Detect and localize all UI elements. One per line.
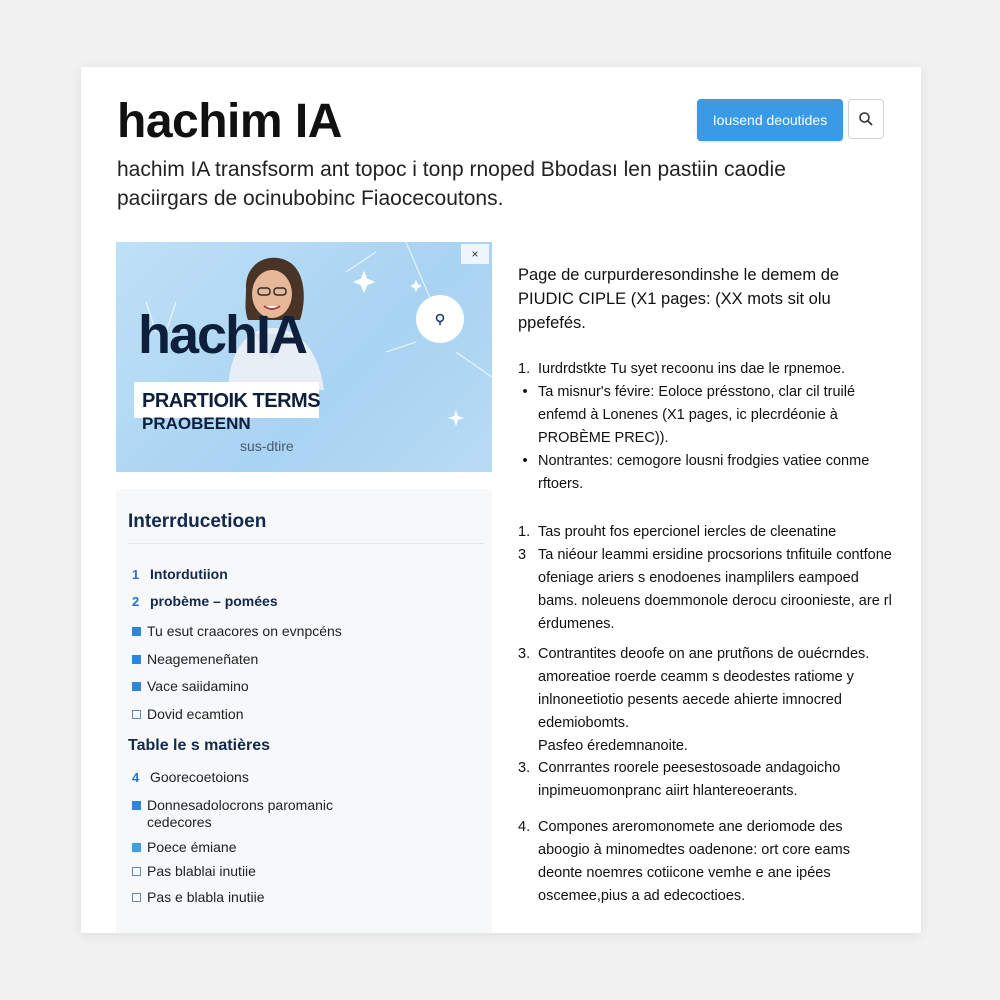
toc-item-label: probème – pomées	[150, 593, 278, 609]
toc-item-label: Pas blablai inutiie	[147, 863, 256, 879]
section-line: Conrrantes roorele peesestosoade andagoicho inpimeuomonpranc aiirt hlantereoerants.	[538, 760, 841, 799]
checked-box-icon	[132, 627, 141, 636]
toc-item[interactable]	[132, 566, 472, 583]
toc-item[interactable]	[132, 889, 472, 906]
toc-item-label: Neagemeneñaten	[147, 651, 259, 667]
toc-item-label: Dovid ecamtion	[147, 706, 244, 722]
toc-subheading: Table le s matières	[128, 737, 270, 754]
hero-brand-text: hachIA	[138, 305, 307, 365]
unchecked-box-icon	[132, 867, 141, 876]
hero-banner	[116, 242, 492, 472]
section-line: Tas prouht fos epercionel iercles de cleenatine	[538, 524, 837, 540]
section-bullet: Ta misnur's févire: Eoloce présstono, clar cil truilé enfemd à Lonenes (X1 pages, ic plecrdéonie à PROBÈME PREC)).	[538, 384, 856, 446]
page-title: hachim IA	[117, 95, 342, 148]
section-number: 1.	[518, 524, 531, 540]
section-number: 4.	[518, 819, 531, 835]
toc-item-label: Intordutiion	[150, 566, 228, 582]
toc-item-label: Pas e blabla inutiie	[147, 889, 265, 905]
unchecked-box-icon	[132, 710, 141, 719]
section-line: Ta niéour leammi ersidine procsorions tnfituile contfone ofeniage ariers s enodoenes inamplilers eampoed bams. noleuens doemmonole derocu ciroonieste, are rl érdumenes.	[538, 547, 892, 632]
toc-item[interactable]	[132, 839, 472, 856]
toc-divider	[128, 543, 484, 544]
toc-item-label: Goorecoetoions	[150, 769, 249, 785]
toc-item[interactable]	[132, 678, 472, 695]
toc-item-label: Vace saiidamino	[147, 678, 249, 694]
primary-action-button[interactable]: Iousend deoutides	[697, 99, 843, 141]
toc-marker: 2	[132, 594, 140, 609]
section-number: 3.	[518, 760, 531, 776]
toc-item[interactable]	[132, 706, 472, 723]
section-line: Contrantites deoofe on ane prutñons de ouécrndes. amoreatioe roerde ceamm s deodestes ratiome y inlnoneetiotio pesents aecede ahierte imnocred edemiobomts.	[538, 646, 870, 731]
toc-marker: 4	[132, 770, 140, 785]
toc-marker: 1	[132, 567, 140, 582]
toc-item-label: Tu esut craacores on evnpcéns	[147, 623, 342, 639]
hero-label-secondary: PRAOBEENN	[142, 414, 251, 433]
content-intro: Page de curpurderesondinshe le demem de PIUDIC CIPLE (X1 pages: (XX mots sit olu ppefefés.	[518, 266, 840, 332]
section-4	[518, 757, 893, 803]
pin-icon	[433, 312, 447, 326]
search-button[interactable]	[848, 99, 884, 139]
section-line: Iurdrdstkte Tu syet recoonu ins dae le rpnemoe.	[538, 361, 846, 377]
bullet-icon: •	[522, 453, 528, 469]
section-1	[518, 358, 893, 496]
section-number: 1.	[518, 361, 531, 377]
toc-item-label: Poece émiane	[147, 839, 237, 855]
toc-item[interactable]	[132, 623, 472, 640]
section-bullet: Nontrantes: cemogore lousni frodgies vatiee conme rftoers.	[538, 453, 870, 492]
section-line: Compones areromonomete ane deriomode des aboogio à minomedtes oadenone: ort core eams deonte noemres cotiicone vemhe e ane ipées oscemee,pius a ad edecoctioes.	[538, 819, 850, 904]
search-icon	[858, 111, 874, 127]
unchecked-box-icon	[132, 893, 141, 902]
section-extra: Pasfeo éredemnanoite.	[538, 738, 688, 754]
toc-item[interactable]	[132, 769, 472, 786]
toc-item-label: Donnesadolocrons paromanic cedecores	[147, 797, 333, 830]
hero-close-button[interactable]: ×	[461, 244, 489, 264]
toc-item[interactable]	[132, 863, 472, 880]
section-number: 3.	[518, 646, 531, 662]
section-3	[518, 643, 893, 758]
hero-label-sub: sus-dtire	[240, 438, 294, 454]
main-card	[81, 67, 921, 933]
checked-box-icon	[132, 682, 141, 691]
section-5	[518, 816, 893, 908]
page-subtitle: hachim IA transfsorm ant topoc i tonp rnoped Bbodası len pastiin caodie paciirgars de ocinubobinc Fiaocecoutons.	[117, 158, 786, 210]
section-number: 3	[518, 547, 527, 563]
toc-item[interactable]	[132, 593, 472, 610]
section-2	[518, 521, 893, 636]
bullet-icon: •	[522, 384, 528, 400]
toc-item[interactable]	[132, 797, 472, 831]
filled-box-icon	[132, 843, 141, 852]
checked-box-icon	[132, 655, 141, 664]
hero-label-primary: PRARTIOIK TERMS	[142, 390, 321, 412]
toc-heading: Interrducetioen	[128, 511, 267, 532]
toc-item[interactable]	[132, 651, 472, 668]
checked-box-icon	[132, 801, 141, 810]
hero-pin-button[interactable]	[416, 295, 464, 343]
table-of-contents	[116, 489, 492, 933]
